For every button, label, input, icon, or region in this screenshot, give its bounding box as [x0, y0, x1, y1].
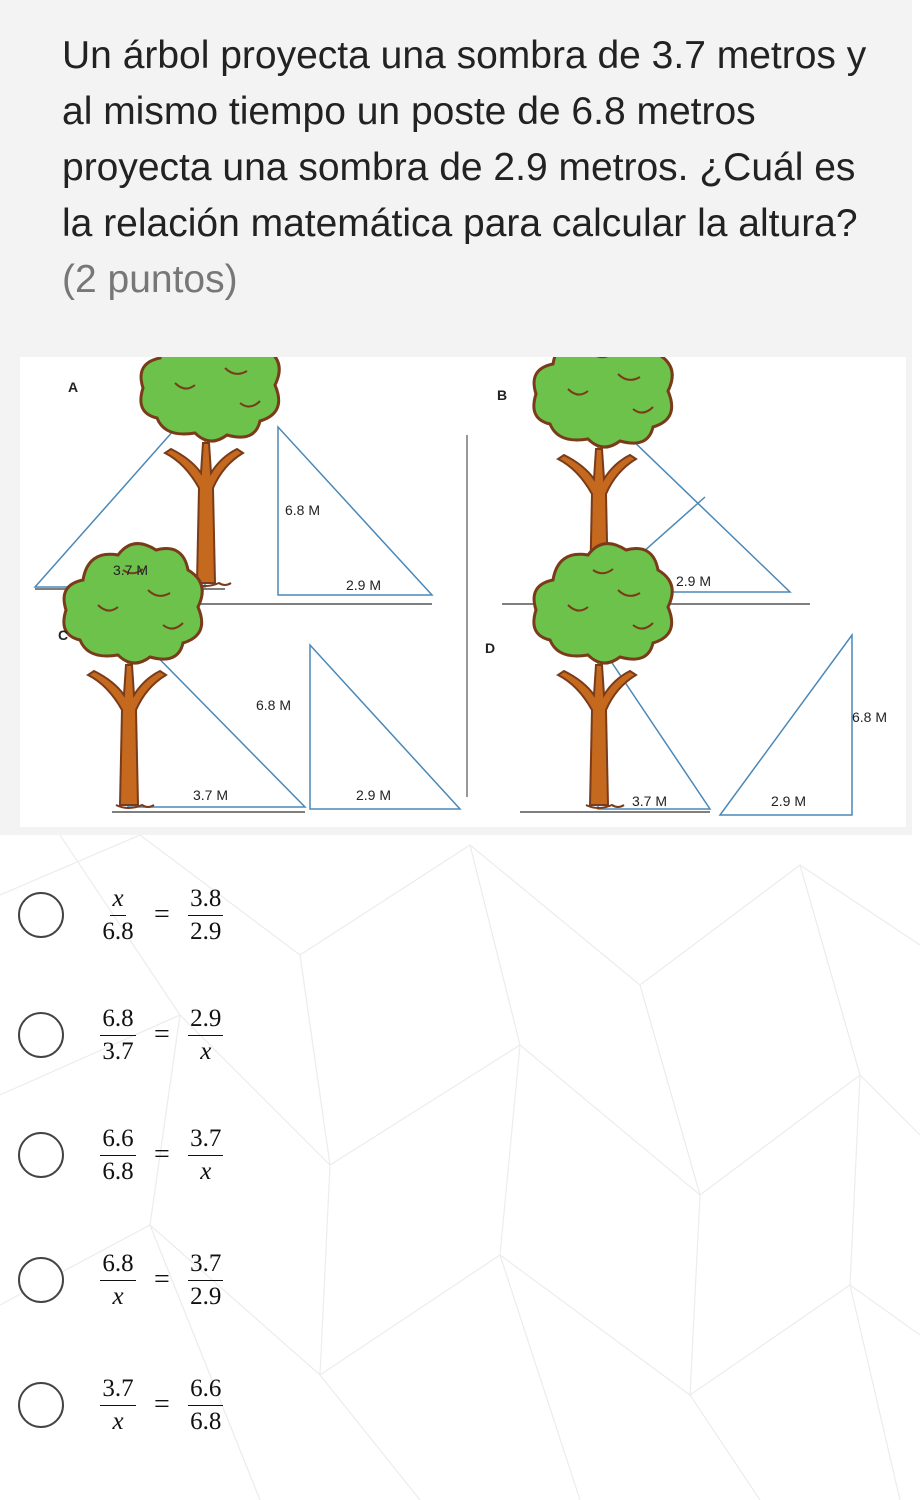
fraction-denominator: 6.8 [190, 1407, 222, 1435]
fraction-denominator: x [200, 1037, 212, 1065]
panel-c-tree-shadow: 3.7 M [193, 787, 229, 803]
panel-d-tree-shadow: 3.7 M [632, 793, 668, 809]
panel-a-pole-height: 6.8 M [285, 502, 321, 518]
panel-c-pole-height: 6.8 M [256, 697, 292, 713]
panel-b-label: B [497, 387, 508, 403]
option-equation [98, 1006, 226, 1065]
fraction-numerator: 6.6 [100, 1126, 135, 1156]
equals-sign: = [154, 1264, 170, 1295]
fraction-numerator: 3.7 [188, 1126, 223, 1156]
option-equation [98, 1126, 226, 1185]
fraction-numerator: 2.9 [188, 1006, 223, 1036]
panel-d-pole-shadow: 2.9 M [771, 793, 807, 809]
panel-b-shadow: 2.9 M [676, 573, 712, 589]
panel-d-tree-triangle [598, 642, 710, 809]
figure-drawing [20, 357, 906, 827]
radio-button[interactable] [18, 1132, 64, 1178]
question-points: (2 puntos) [62, 258, 238, 301]
panel-c-label: C [58, 627, 69, 643]
panel-d-tree-icon [534, 544, 672, 808]
answer-option-2[interactable] [18, 995, 318, 1075]
fraction-numerator: 3.7 [100, 1376, 135, 1406]
fraction [98, 1126, 138, 1185]
question-figure [20, 357, 906, 827]
equals-sign: = [154, 1139, 170, 1170]
fraction [98, 1376, 138, 1435]
radio-button[interactable] [18, 1257, 64, 1303]
panel-c-pole-triangle [310, 645, 460, 809]
fraction [186, 1376, 226, 1435]
fraction [98, 886, 138, 945]
panel-a-label: A [68, 379, 79, 395]
panel-c-pole-shadow: 2.9 M [356, 787, 392, 803]
fraction-denominator: 3.7 [102, 1037, 134, 1065]
equals-sign: = [154, 899, 170, 930]
fraction [186, 1006, 226, 1065]
answer-option-3[interactable] [18, 1115, 318, 1195]
option-equation [98, 1251, 226, 1310]
option-equation [98, 1376, 226, 1435]
panel-d-pole-triangle [720, 635, 852, 815]
answer-option-5[interactable] [18, 1365, 318, 1445]
panel-a-tree-shadow: 3.7 M [113, 562, 149, 578]
fraction-denominator: 6.8 [102, 1157, 134, 1185]
fraction-numerator: 3.7 [188, 1251, 223, 1281]
radio-button[interactable] [18, 1382, 64, 1428]
fraction-denominator: x [112, 1407, 124, 1435]
fraction [98, 1251, 138, 1310]
fraction [186, 1126, 226, 1185]
panel-a-pole-shadow: 2.9 M [346, 577, 382, 593]
radio-button[interactable] [18, 892, 64, 938]
equals-sign: = [154, 1019, 170, 1050]
question-text [62, 28, 882, 308]
panel-d-pole-height: 6.8 M [852, 709, 888, 725]
fraction-denominator: 2.9 [190, 1282, 222, 1310]
fraction-numerator: 6.6 [188, 1376, 223, 1406]
fraction [98, 1006, 138, 1065]
equals-sign: = [154, 1389, 170, 1420]
fraction-numerator: 3.8 [188, 886, 223, 916]
fraction-denominator: 6.8 [102, 917, 134, 945]
panel-c [64, 544, 460, 812]
option-equation [98, 886, 226, 945]
answer-option-1[interactable] [18, 875, 318, 955]
fraction-denominator: x [200, 1157, 212, 1185]
fraction-denominator: 2.9 [190, 917, 222, 945]
radio-button[interactable] [18, 1012, 64, 1058]
fraction [186, 886, 226, 945]
question-body: Un árbol proyecta una sombra de 3.7 metros y al mismo tiempo un poste de 6.8 metros proyecta una sombra de 2.9 metros. ¿Cuál es la relación matemática para calcular la altura? [62, 34, 867, 245]
fraction-numerator: 6.8 [100, 1251, 135, 1281]
fraction-numerator: x [110, 886, 125, 916]
answer-option-4[interactable] [18, 1240, 318, 1320]
panel-c-tree-icon [64, 544, 202, 808]
fraction [186, 1251, 226, 1310]
panel-d-label: D [485, 640, 496, 656]
fraction-numerator: 6.8 [100, 1006, 135, 1036]
fraction-denominator: x [112, 1282, 124, 1310]
